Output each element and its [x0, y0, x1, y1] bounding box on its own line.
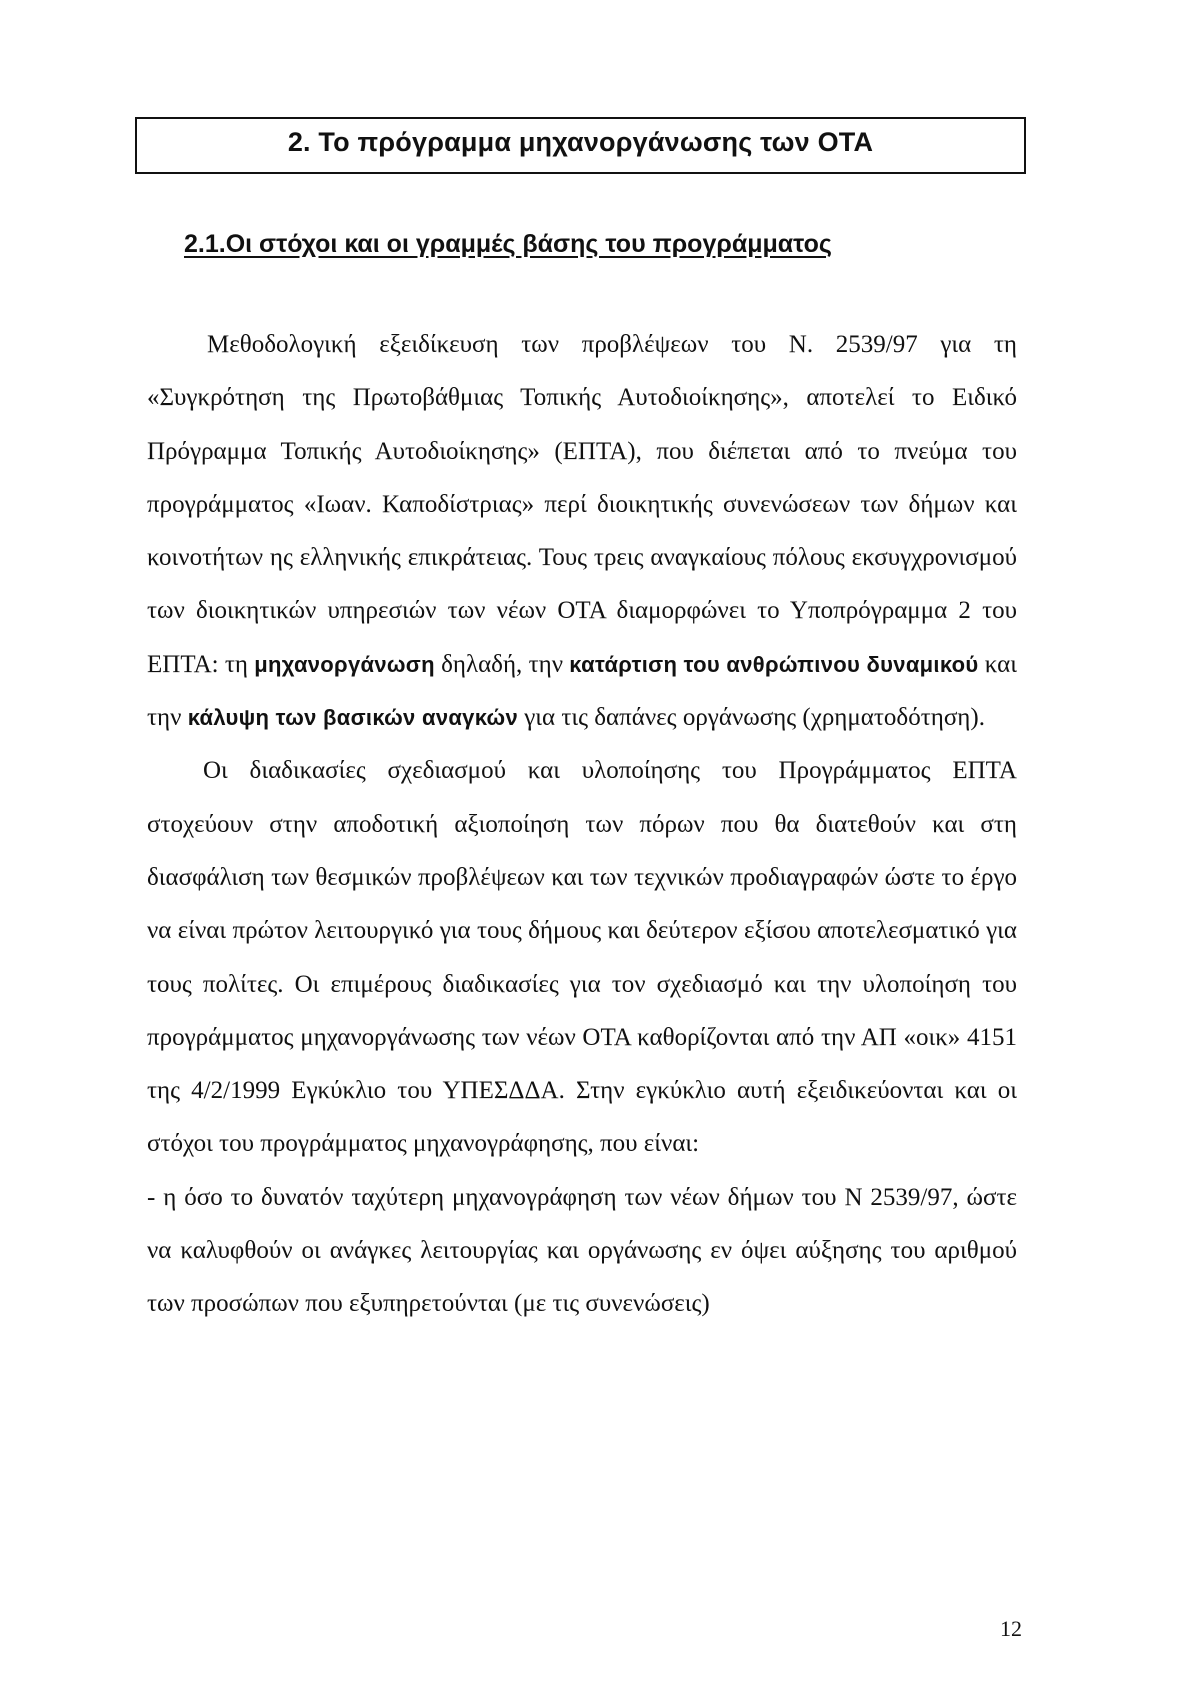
paragraph-intro-text-3: και την [147, 650, 1018, 732]
paragraph-procedures: Οι διαδικασίες σχεδιασμού και υλοποίησης του Προγράμματος ΕΠΤΑ στοχεύουν στην αποδοτική αξιοποίηση των πόρων που θα διατεθούν και στη διασφάλιση των θεσμικών προβλέψεων και των τεχνικών προδιαγραφών ώστε το έργο να είναι πρώτον λειτουργικό για τους δήμους και δεύτερον εξίσου αποτελεσματικό για τους πολίτες. Οι επιμέρους διαδικασίες για τον σχεδιασμό και την υλοποίηση του προγράμματος μηχανοργάνωσης των νέων ΟΤΑ καθορίζονται από την ΑΠ «οικ» 4151 της 4/2/1999 Εγκύκλιο του ΥΠΕΣΔΔΑ. Στην εγκύκλιο αυτή εξειδικεύονται και οι στόχοι του προγράμματος μηχανογράφησης, που είναι: [147, 757, 1017, 1158]
bold-term-mechanization: μηχανοργάνωση [254, 651, 435, 677]
chapter-title-box [135, 117, 1026, 174]
section-heading: 2.1.Οι στόχοι και οι γραμμές βάσης του προγράμματος [184, 230, 832, 258]
paragraph-bullet-goal: - η όσο το δυνατόν ταχύτερη μηχανογράφηση των νέων δήμων του Ν 2539/97, ώστε να καλυφθούν οι ανάγκες λειτουργίας και οργάνωσης εν όψει αύξησης του αριθμού των προσώπων που εξυπηρετούνται (με τις συνενώσεις) [147, 1183, 1017, 1318]
paragraph-intro-text-1: Μεθοδολογική εξειδίκευση των προβλέψεων του Ν. 2539/97 για τη «Συγκρότηση της Πρωτοβάθμιας Τοπικής Αυτοδιοίκησης», αποτελεί το Ειδικό Πρόγραμμα Τοπικής Αυτοδιοίκησης» (ΕΠΤΑ), που διέπεται από το πνεύμα του προγράμματος «Ιωαν. Καποδίστριας» περί διοικητικής συνενώσεων των δήμων και κοινοτήτων ης ελληνικής επικράτειας. Τους τρεις αναγκαίους πόλους εκσυγχρονισμού των διοικητικών υπηρεσιών των νέων ΟΤΑ διαμορφώνει το Υποπρόγραμμα 2 του ΕΠΤΑ: τη [147, 331, 1017, 678]
paragraph-intro-text-4: για τις δαπάνες οργάνωσης (χρηματοδότηση). [517, 704, 985, 732]
bold-term-training: κατάρτιση του ανθρώπινου δυναμικού [569, 651, 979, 677]
chapter-title: 2. Το πρόγραμμα μηχανοργάνωσης των ΟΤΑ [287, 127, 874, 157]
bold-term-basic-needs: κάλυψη των βασικών αναγκών [187, 705, 518, 731]
document-body [147, 318, 1017, 1331]
page-number: 12 [1000, 1616, 1022, 1641]
paragraph-intro-text-2: δηλαδή, την [434, 650, 570, 678]
paragraph-intro [147, 318, 1017, 744]
